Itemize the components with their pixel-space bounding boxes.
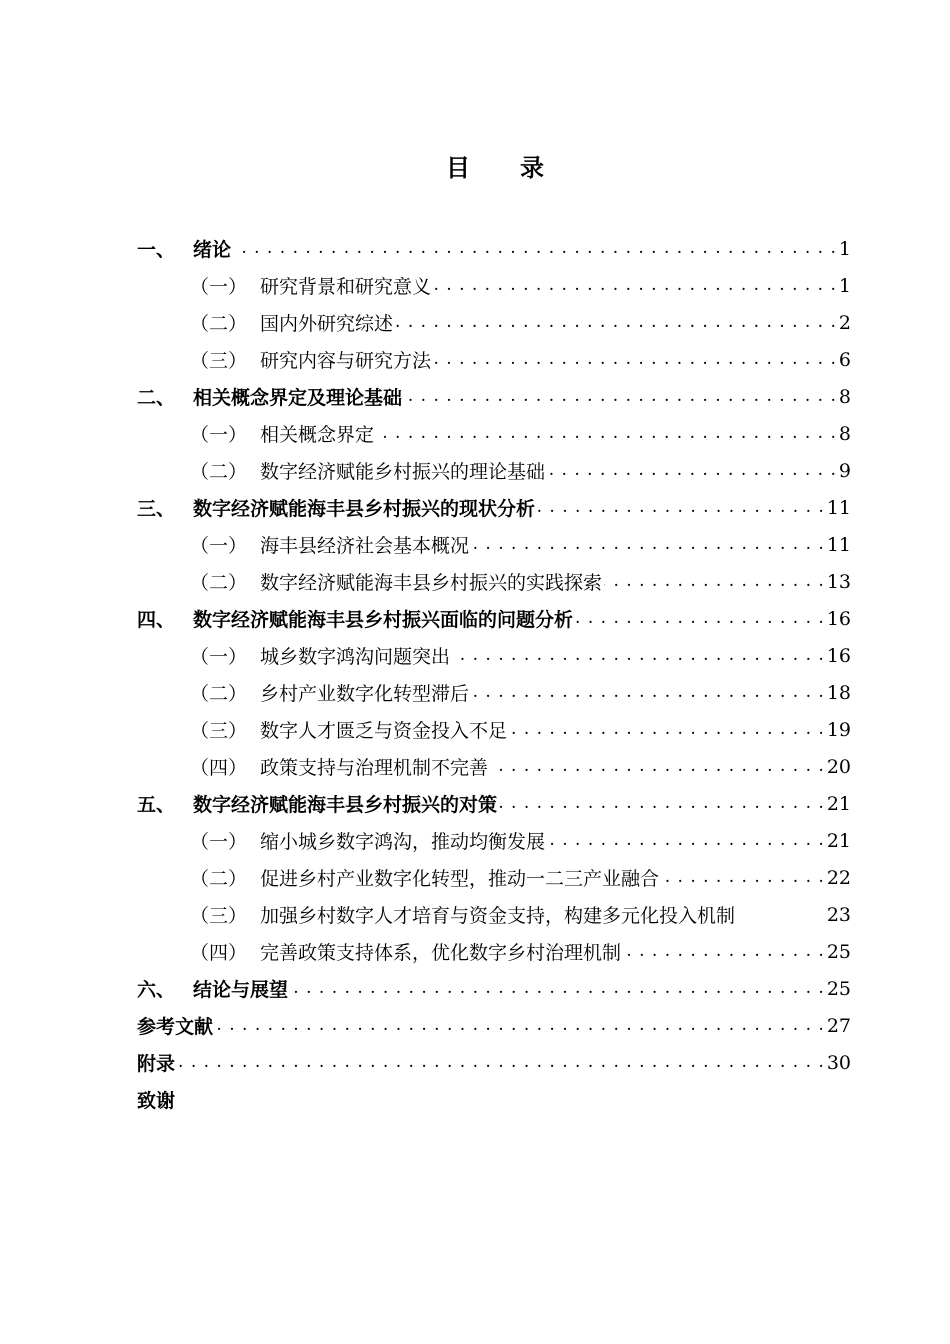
toc-page-number: 9 <box>838 459 851 482</box>
toc-title: 相关概念界定及理论基础 <box>193 387 403 409</box>
toc-entry-4[interactable] <box>137 600 851 637</box>
toc-page-number: 19 <box>826 718 851 741</box>
leader-dots <box>490 756 825 778</box>
toc-title: 研究内容与研究方法 <box>260 350 432 372</box>
leader-dots <box>376 423 837 445</box>
toc-entry-5[interactable] <box>137 785 851 822</box>
toc-entry-6[interactable] <box>137 970 851 1007</box>
leader-dots <box>215 1015 825 1037</box>
toc-title: 加强乡村数字人才培育与资金支持，构建多元化投入机制 <box>260 905 736 927</box>
toc-number: （一） <box>190 831 248 853</box>
leader-dots <box>177 1089 837 1111</box>
toc-page-number: 18 <box>826 681 851 704</box>
toc-title: 数字经济赋能海丰县乡村振兴的实践探索 <box>260 572 603 594</box>
toc-page-number: 11 <box>826 533 851 556</box>
toc-number: （一） <box>190 646 248 668</box>
toc-title: 相关概念界定 <box>260 424 375 446</box>
toc-page-number: 27 <box>826 1014 851 1037</box>
toc-title: 附录 <box>137 1053 176 1075</box>
toc-page-number: 16 <box>826 607 851 630</box>
toc-page-number: 11 <box>826 496 851 519</box>
toc-page-number: 8 <box>838 385 851 408</box>
toc-entry-1-3[interactable] <box>190 341 851 378</box>
toc-title: 数字经济赋能海丰县乡村振兴的对策 <box>193 794 498 816</box>
toc-entry-5-4[interactable] <box>190 933 851 970</box>
toc-title: 研究背景和研究意义 <box>260 276 432 298</box>
leader-dots <box>509 719 825 741</box>
toc-page-number: 23 <box>826 903 851 926</box>
toc-title: 参考文献 <box>137 1016 214 1038</box>
toc-number: 六、 <box>137 979 176 1001</box>
leader-dots <box>499 793 825 815</box>
toc-entry-1-1[interactable] <box>190 267 851 304</box>
toc-entry-3-2[interactable] <box>190 563 851 600</box>
toc-entry-4-4[interactable] <box>190 748 851 785</box>
title-char-2: 录 <box>520 154 544 182</box>
toc-title: 完善政策支持体系，优化数字乡村治理机制 <box>260 942 622 964</box>
toc-page-number: 13 <box>826 570 851 593</box>
toc-number: （一） <box>190 535 248 557</box>
toc-number: （二） <box>190 683 248 705</box>
toc-title: 促进乡村产业数字化转型，推动一二三产业融合 <box>260 868 660 890</box>
toc-title: 城乡数字鸿沟问题突出 <box>260 646 451 668</box>
leader-dots <box>547 830 825 852</box>
toc-title: 海丰县经济社会基本概况 <box>260 535 470 557</box>
toc-entry-2-2[interactable] <box>190 452 851 489</box>
toc-entry-1-2[interactable] <box>190 304 851 341</box>
toc-title: 数字经济赋能海丰县乡村振兴的现状分析 <box>193 498 536 520</box>
toc-entry-1[interactable] <box>137 230 851 267</box>
toc-title: 数字人才匮乏与资金投入不足 <box>260 720 508 742</box>
toc-title: 乡村产业数字化转型滞后 <box>260 683 470 705</box>
toc-entry-3-1[interactable] <box>190 526 851 563</box>
toc-entry-2[interactable] <box>137 378 851 415</box>
toc-number: （二） <box>190 572 248 594</box>
leader-dots <box>395 312 837 334</box>
toc-title: 数字经济赋能海丰县乡村振兴面临的问题分析 <box>193 609 574 631</box>
toc-entry-5-3[interactable] <box>190 896 851 933</box>
toc-entry-5-1[interactable] <box>190 822 851 859</box>
toc-entry-appendix[interactable] <box>137 1044 851 1081</box>
toc-title: 致谢 <box>137 1090 176 1112</box>
leader-dots <box>471 682 825 704</box>
leader-dots <box>547 460 837 482</box>
toc-number: （三） <box>190 905 248 927</box>
toc-number: 四、 <box>137 609 176 631</box>
toc-entry-2-1[interactable] <box>190 415 851 452</box>
toc-page-number: 22 <box>826 866 851 889</box>
leader-dots <box>537 497 825 519</box>
toc-entry-acknowledgements[interactable] <box>137 1081 851 1118</box>
toc-title: 绪论 <box>193 239 232 261</box>
leader-dots <box>433 275 837 297</box>
toc-number: 三、 <box>137 498 176 520</box>
toc-number: 二、 <box>137 387 176 409</box>
toc-number: （二） <box>190 461 248 483</box>
toc-title: 国内外研究综述 <box>260 313 394 335</box>
toc-number: （二） <box>190 868 248 890</box>
toc-number: （一） <box>190 424 248 446</box>
toc-page-number: 1 <box>838 274 851 297</box>
toc-page-number: 20 <box>826 755 851 778</box>
leader-dots <box>177 1052 825 1074</box>
toc-title: 数字经济赋能乡村振兴的理论基础 <box>260 461 546 483</box>
leader-dots <box>737 904 825 926</box>
leader-dots <box>623 941 825 963</box>
toc-entry-5-2[interactable] <box>190 859 851 896</box>
toc-entry-3[interactable] <box>137 489 851 526</box>
toc-page-number: 16 <box>826 644 851 667</box>
toc-page-number: 2 <box>838 311 851 334</box>
toc-page-number: 1 <box>838 237 851 260</box>
leader-dots <box>433 349 837 371</box>
leader-dots <box>661 867 825 889</box>
toc-number: （一） <box>190 276 248 298</box>
toc-page-number: 8 <box>838 422 851 445</box>
toc-title: 结论与展望 <box>193 979 289 1001</box>
toc-entry-4-3[interactable] <box>190 711 851 748</box>
toc-number: （二） <box>190 313 248 335</box>
toc-entry-4-1[interactable] <box>190 637 851 674</box>
leader-dots <box>452 645 825 667</box>
toc-number: 一、 <box>137 239 176 261</box>
toc-number: 五、 <box>137 794 176 816</box>
toc-title: 缩小城乡数字鸿沟，推动均衡发展 <box>260 831 546 853</box>
leader-dots <box>290 978 825 1000</box>
toc-title: 政策支持与治理机制不完善 <box>260 757 489 779</box>
toc-entry-references[interactable] <box>137 1007 851 1044</box>
toc-page-number: 25 <box>826 977 851 1000</box>
leader-dots <box>471 534 825 556</box>
toc-page-number: 6 <box>838 348 851 371</box>
toc-number: （四） <box>190 942 248 964</box>
toc-page-number: 30 <box>826 1051 851 1074</box>
leader-dots <box>604 571 825 593</box>
page-title <box>0 148 950 183</box>
leader-dots <box>404 386 837 408</box>
toc-page-number: 21 <box>826 829 851 852</box>
toc-entry-4-2[interactable] <box>190 674 851 711</box>
toc-number: （三） <box>190 720 248 742</box>
leader-dots <box>575 608 825 630</box>
toc-number: （三） <box>190 350 248 372</box>
toc-number: （四） <box>190 757 248 779</box>
title-char-1: 目 <box>446 154 470 182</box>
toc-page-number: 21 <box>826 792 851 815</box>
leader-dots <box>233 238 837 260</box>
toc-page-number: 25 <box>826 940 851 963</box>
